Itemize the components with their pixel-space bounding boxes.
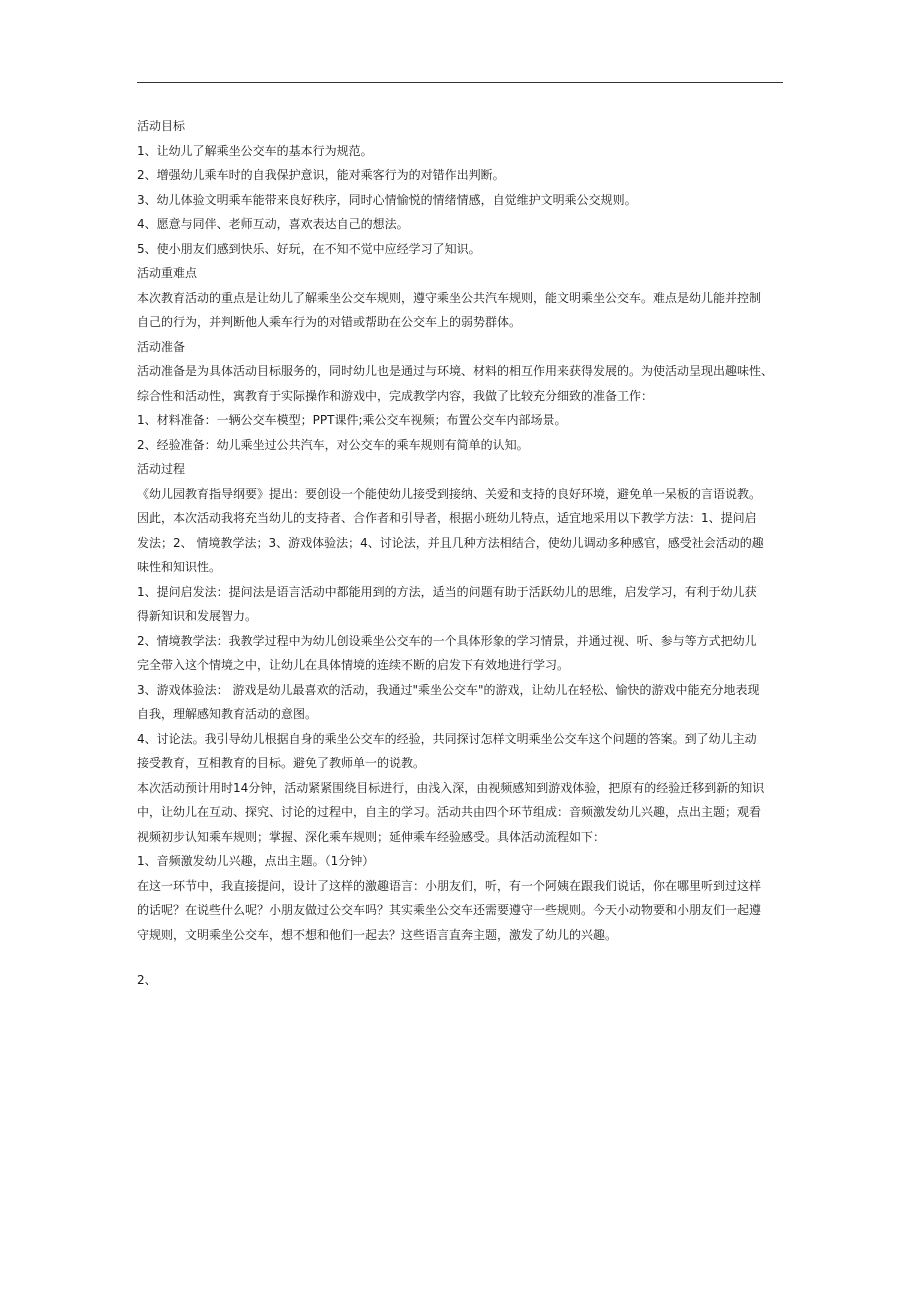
section-heading-goals: 活动目标 (137, 119, 186, 133)
text-line: 中，让幼儿在互动、探究、讨论的过程中，自主的学习。活动共由四个环节组成：音频激发幼儿兴趣，点出主题；观看 (137, 805, 762, 819)
text-line: 接受教育，互相教育的目标。避免了教师单一的说教。 (137, 756, 426, 770)
text-line: 在这一环节中，我直接提问，设计了这样的激趣语言：小朋友们，听，有一个阿姨在跟我们说话，你在哪里听到过这样 (137, 878, 762, 893)
document-body (137, 114, 792, 993)
text-line: 3、幼儿体验文明乘车能带来良好秩序，同时心情愉悦的情绪情感，自觉维护文明乘公交规则。 (137, 192, 637, 207)
text-line: 自我，理解感知教育活动的意图。 (137, 707, 318, 721)
text-line: 自己的行为，并判断他人乘车行为的对错或帮助在公交车上的弱势群体。 (137, 315, 522, 329)
text-line: 因此，本次活动我将充当幼儿的支持者、合作者和引导者，根据小班幼儿特点，适宜地采用以下教学方法：1、提问启 (137, 511, 757, 525)
text-line: 3、游戏体验法： 游戏是幼儿最喜欢的活动，我通过"乘坐公交车"的游戏，让幼儿在轻松、愉快的游戏中能充分地表现 (137, 682, 760, 697)
text-line: 1、音频激发幼儿兴趣，点出主题。（1分钟） (137, 854, 375, 868)
text-line: 活动准备是为具体活动目标服务的，同时幼儿也是通过与环境、材料的相互作用来获得发展的。为使活动呈现出趣味性、 (137, 364, 774, 378)
text-line: 味性和知识性。 (137, 560, 222, 574)
text-line: 1、材料准备：一辆公交车模型；PPT课件;乘公交车视频；布置公交车内部场景。 (137, 413, 567, 427)
text-line: 得新知识和发展智力。 (137, 609, 258, 623)
text-line: 本次教育活动的重点是让幼儿了解乘坐公交车规则，遵守乘坐公共汽车规则，能文明乘坐公交车。难点是幼儿能并控制 (137, 290, 762, 305)
text-line: 1、让幼儿了解乘坐公交车的基本行为规范。 (137, 143, 373, 158)
text-line: 4、愿意与同伴、老师互动，喜欢表达自己的想法。 (137, 217, 409, 231)
text-line-trailing: 2、 (137, 973, 157, 987)
section-heading-process: 活动过程 (137, 462, 186, 476)
text-line: 5、使小朋友们感到快乐、好玩，在不知不觉中应经学习了知识。 (137, 241, 481, 256)
text-line: 发法；2、 情境教学法；3、游戏体验法；4、讨论法，并且几种方法相结合，使幼儿调动多种感官，感受社会活动的趣 (137, 535, 764, 550)
text-line: 2、经验准备：幼儿乘坐过公共汽车，对公交车的乘车规则有简单的认知。 (137, 437, 529, 452)
text-line: 2、增强幼儿乘车时的自我保护意识，能对乘客行为的对错作出判断。 (137, 168, 505, 182)
section-heading-key-points: 活动重难点 (137, 266, 198, 280)
text-line: 守规则，文明乘坐公交车，想不想和他们一起去？这些语言直奔主题，激发了幼儿的兴趣。 (137, 927, 618, 942)
text-line: 《幼儿园教育指导纲要》提出：要创设一个能使幼儿接受到接纳、关爱和支持的良好环境，避免单一呆板的言语说教。 (137, 486, 762, 501)
text-line: 4、讨论法。我引导幼儿根据自身的乘坐公交车的经验，共同探讨怎样文明乘坐公交车这个问题的答案。到了幼儿主动 (137, 731, 757, 746)
text-line: 综合性和活动性，寓教育于实际操作和游戏中，完成教学内容，我做了比较充分细致的准备工作： (137, 388, 654, 403)
text-line: 2、情境教学法：我教学过程中为幼儿创设乘坐公交车的一个具体形象的学习情景，并通过视、听、参与等方式把幼儿 (137, 633, 757, 648)
text-line: 视频初步认知乘车规则；掌握、深化乘车规则；延伸乘车经验感受。具体活动流程如下： (137, 829, 606, 844)
header-rule (137, 82, 783, 83)
text-line: 的话呢？在说些什么呢？小朋友做过公交车吗？其实乘坐公交车还需要遵守一些规则。今天小动物要和小朋友们一起遵 (137, 903, 762, 917)
text-line: 本次活动预计用时14分钟，活动紧紧围绕目标进行，由浅入深，由视频感知到游戏体验，把原有的经验迁移到新的知识 (137, 780, 765, 795)
text-line: 完全带入这个情境之中，让幼儿在具体情境的连续不断的启发下有效地进行学习。 (137, 658, 570, 672)
section-heading-preparation: 活动准备 (137, 339, 186, 354)
text-line: 1、提问启发法：提问法是语言活动中都能用到的方法，适当的问题有助于活跃幼儿的思维，启发学习，有利于幼儿获 (137, 584, 757, 599)
